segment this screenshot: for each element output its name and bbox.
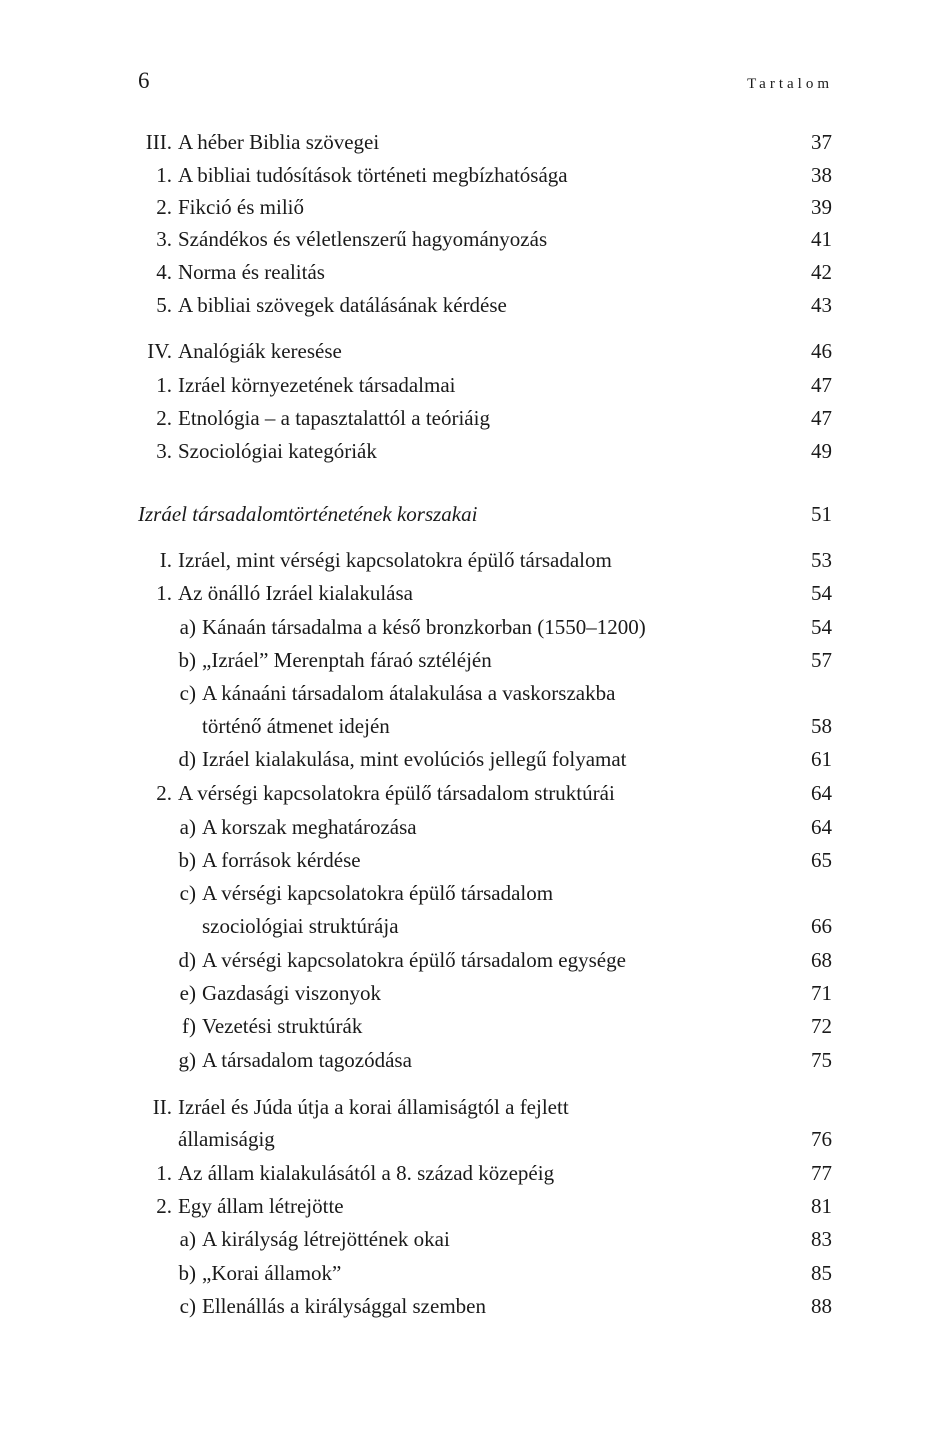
toc-entry-page: 38 bbox=[811, 163, 832, 187]
toc-entry-title: „Korai államok” bbox=[202, 1261, 342, 1285]
toc-entry-label: 1. bbox=[156, 581, 172, 605]
toc-entry-page: 77 bbox=[811, 1161, 832, 1185]
toc-entry-label: 2. bbox=[156, 406, 172, 430]
toc-entry-page: 88 bbox=[811, 1294, 832, 1318]
toc-entry-page: 37 bbox=[811, 130, 832, 154]
toc-entry-page: 54 bbox=[811, 581, 832, 605]
toc-entry-label: 2. bbox=[156, 195, 172, 219]
toc-entry-title: Szociológiai kategóriák bbox=[178, 439, 377, 463]
toc-entry-page: 83 bbox=[811, 1227, 832, 1251]
toc-entry-label: 3. bbox=[156, 227, 172, 251]
toc-entry-title: Izráel és Júda útja a korai államiságtól a fejlett bbox=[178, 1095, 569, 1119]
toc-entry-page: 53 bbox=[811, 548, 832, 572]
toc-entry-page: 47 bbox=[811, 373, 832, 397]
toc-entry-title: A kánaáni társadalom átalakulása a vaskorszakba bbox=[202, 681, 616, 705]
toc-entry-label: c) bbox=[179, 881, 196, 905]
toc-entry-title: A források kérdése bbox=[202, 848, 361, 872]
toc-entry bbox=[0, 370, 945, 400]
toc-entry bbox=[0, 403, 945, 433]
toc-entry bbox=[0, 1191, 945, 1221]
toc-entry-label: 1. bbox=[156, 163, 172, 187]
toc-entry-label: I. bbox=[159, 548, 172, 572]
toc-entry-title: „Izráel” Merenptah fáraó sztéléjén bbox=[202, 648, 492, 672]
toc-entry-title: A királyság létrejöttének okai bbox=[202, 1227, 450, 1251]
toc-entry-label: 1. bbox=[156, 1161, 172, 1185]
toc-entry-title: Kánaán társadalma a késő bronzkorban (1550–1200) bbox=[202, 615, 646, 639]
toc-entry-label: a) bbox=[179, 815, 196, 839]
toc-entry-label: a) bbox=[179, 615, 196, 639]
toc-entry-label: d) bbox=[178, 747, 196, 771]
toc-entry bbox=[0, 290, 945, 320]
toc-entry-label: II. bbox=[152, 1095, 172, 1119]
toc-entry-page: 76 bbox=[811, 1127, 832, 1151]
toc-entry bbox=[0, 1092, 945, 1122]
toc-entry-page: 61 bbox=[811, 747, 832, 771]
toc-entry bbox=[0, 945, 945, 975]
toc-entry-page: 65 bbox=[811, 848, 832, 872]
toc-entry-page: 66 bbox=[811, 914, 832, 938]
toc-entry-page: 51 bbox=[811, 502, 832, 526]
toc-entry-label: f) bbox=[182, 1014, 196, 1038]
toc-entry-title: Izráel, mint vérségi kapcsolatokra épülő társadalom bbox=[178, 548, 612, 572]
toc-entry bbox=[0, 812, 945, 842]
toc-entry-label: b) bbox=[178, 1261, 196, 1285]
toc-entry-title: A társadalom tagozódása bbox=[202, 1048, 412, 1072]
toc-entry-title: Szándékos és véletlenszerű hagyományozás bbox=[178, 227, 548, 251]
toc-entry bbox=[0, 1124, 945, 1154]
toc-entry-page: 49 bbox=[811, 439, 832, 463]
toc-entry-label: III. bbox=[145, 130, 172, 154]
toc-entry-title: Gazdasági viszonyok bbox=[202, 981, 382, 1005]
toc-entry bbox=[0, 224, 945, 254]
toc-entry-page: 75 bbox=[811, 1048, 832, 1072]
toc-entry-page: 42 bbox=[811, 260, 832, 284]
toc-entry bbox=[0, 1258, 945, 1288]
toc-section-heading bbox=[0, 499, 945, 529]
toc-entry-label: b) bbox=[178, 648, 196, 672]
running-title: Tartalom bbox=[747, 76, 833, 92]
toc-entry-label: d) bbox=[178, 948, 196, 972]
toc-entry bbox=[0, 127, 945, 157]
toc-entry-title: Az önálló Izráel kialakulása bbox=[178, 581, 413, 605]
toc-entry-page: 57 bbox=[811, 648, 832, 672]
toc-entry-title: Norma és realitás bbox=[178, 260, 325, 284]
toc-entry-label: a) bbox=[179, 1227, 196, 1251]
toc-entry-title: szociológiai struktúrája bbox=[202, 914, 399, 938]
toc-entry-title: Izráel társadalomtörténetének korszakai bbox=[138, 502, 478, 526]
toc-entry-label: g) bbox=[178, 1048, 196, 1072]
toc-entry-page: 85 bbox=[811, 1261, 832, 1285]
toc-entry-label: 1. bbox=[156, 373, 172, 397]
toc-entry bbox=[0, 257, 945, 287]
toc-entry bbox=[0, 1224, 945, 1254]
toc-entry-title: A bibliai tudósítások történeti megbízhatósága bbox=[178, 163, 568, 187]
toc-entry bbox=[0, 978, 945, 1008]
toc-entry-label: b) bbox=[178, 848, 196, 872]
toc-entry-page: 41 bbox=[811, 227, 832, 251]
toc-entry bbox=[0, 645, 945, 675]
toc-entry-title: A héber Biblia szövegei bbox=[178, 130, 380, 154]
toc-entry-page: 43 bbox=[811, 293, 832, 317]
toc-entry-page: 39 bbox=[811, 195, 832, 219]
page-number: 6 bbox=[138, 68, 150, 93]
toc-entry bbox=[0, 1045, 945, 1075]
toc-entry-title: Egy állam létrejötte bbox=[178, 1194, 344, 1218]
toc-entry-title: Etnológia – a tapasztalattól a teóriáig bbox=[178, 406, 490, 430]
toc-entry-label: 2. bbox=[156, 1194, 172, 1218]
toc-entry-page: 64 bbox=[811, 781, 832, 805]
toc-entry-label: c) bbox=[179, 1294, 196, 1318]
toc-entry bbox=[0, 612, 945, 642]
toc-entry bbox=[0, 436, 945, 466]
toc-entry-page: 58 bbox=[811, 714, 832, 738]
toc-entry-label: e) bbox=[179, 981, 196, 1005]
toc-entry-page: 64 bbox=[811, 815, 832, 839]
toc-entry-title: Izráel kialakulása, mint evolúciós jellegű folyamat bbox=[202, 747, 627, 771]
toc-entry bbox=[0, 1011, 945, 1041]
toc-entry bbox=[0, 1158, 945, 1188]
toc-entry-label: 3. bbox=[156, 439, 172, 463]
toc-entry-label: 4. bbox=[156, 260, 172, 284]
toc-entry-title: Vezetési struktúrák bbox=[202, 1014, 363, 1038]
toc-entry-title: A vérségi kapcsolatokra épülő társadalom bbox=[202, 881, 554, 905]
toc-entry bbox=[0, 192, 945, 222]
toc-entry bbox=[0, 678, 945, 708]
toc-entry-label: IV. bbox=[147, 339, 172, 363]
toc-entry bbox=[0, 744, 945, 774]
toc-entry bbox=[0, 778, 945, 808]
toc-entry-title: történő átmenet idején bbox=[202, 714, 390, 738]
toc-entry-page: 71 bbox=[811, 981, 832, 1005]
toc-entry-title: államiságig bbox=[178, 1127, 275, 1151]
toc-entry-page: 81 bbox=[811, 1194, 832, 1218]
toc-entry-title: A korszak meghatározása bbox=[202, 815, 417, 839]
toc-entry-title: Az állam kialakulásától a 8. század közepéig bbox=[178, 1161, 555, 1185]
toc-entry-page: 46 bbox=[811, 339, 832, 363]
toc-entry bbox=[0, 911, 945, 941]
toc-entry-label: 2. bbox=[156, 781, 172, 805]
toc-entry bbox=[0, 545, 945, 575]
toc-entry bbox=[0, 1291, 945, 1321]
toc-entry-page: 47 bbox=[811, 406, 832, 430]
toc-entry-page: 54 bbox=[811, 615, 832, 639]
toc-entry-label: 5. bbox=[156, 293, 172, 317]
toc-entry bbox=[0, 845, 945, 875]
toc-entry-page: 68 bbox=[811, 948, 832, 972]
toc-entry bbox=[0, 711, 945, 741]
toc-entry-title: Fikció és miliő bbox=[178, 195, 304, 219]
toc-entry-title: Izráel környezetének társadalmai bbox=[178, 373, 456, 397]
toc-entry-title: A vérségi kapcsolatokra épülő társadalom struktúrái bbox=[178, 781, 615, 805]
toc-entry-title: Analógiák keresése bbox=[178, 339, 342, 363]
toc-entry bbox=[0, 336, 945, 366]
toc-entry-title: A vérségi kapcsolatokra épülő társadalom egysége bbox=[202, 948, 626, 972]
toc-entry-page: 72 bbox=[811, 1014, 832, 1038]
toc-entry-title: Ellenállás a királysággal szemben bbox=[202, 1294, 486, 1318]
toc-entry-title: A bibliai szövegek datálásának kérdése bbox=[178, 293, 507, 317]
toc-entry bbox=[0, 578, 945, 608]
toc-entry bbox=[0, 878, 945, 908]
toc-entry bbox=[0, 160, 945, 190]
toc-entry-label: c) bbox=[179, 681, 196, 705]
